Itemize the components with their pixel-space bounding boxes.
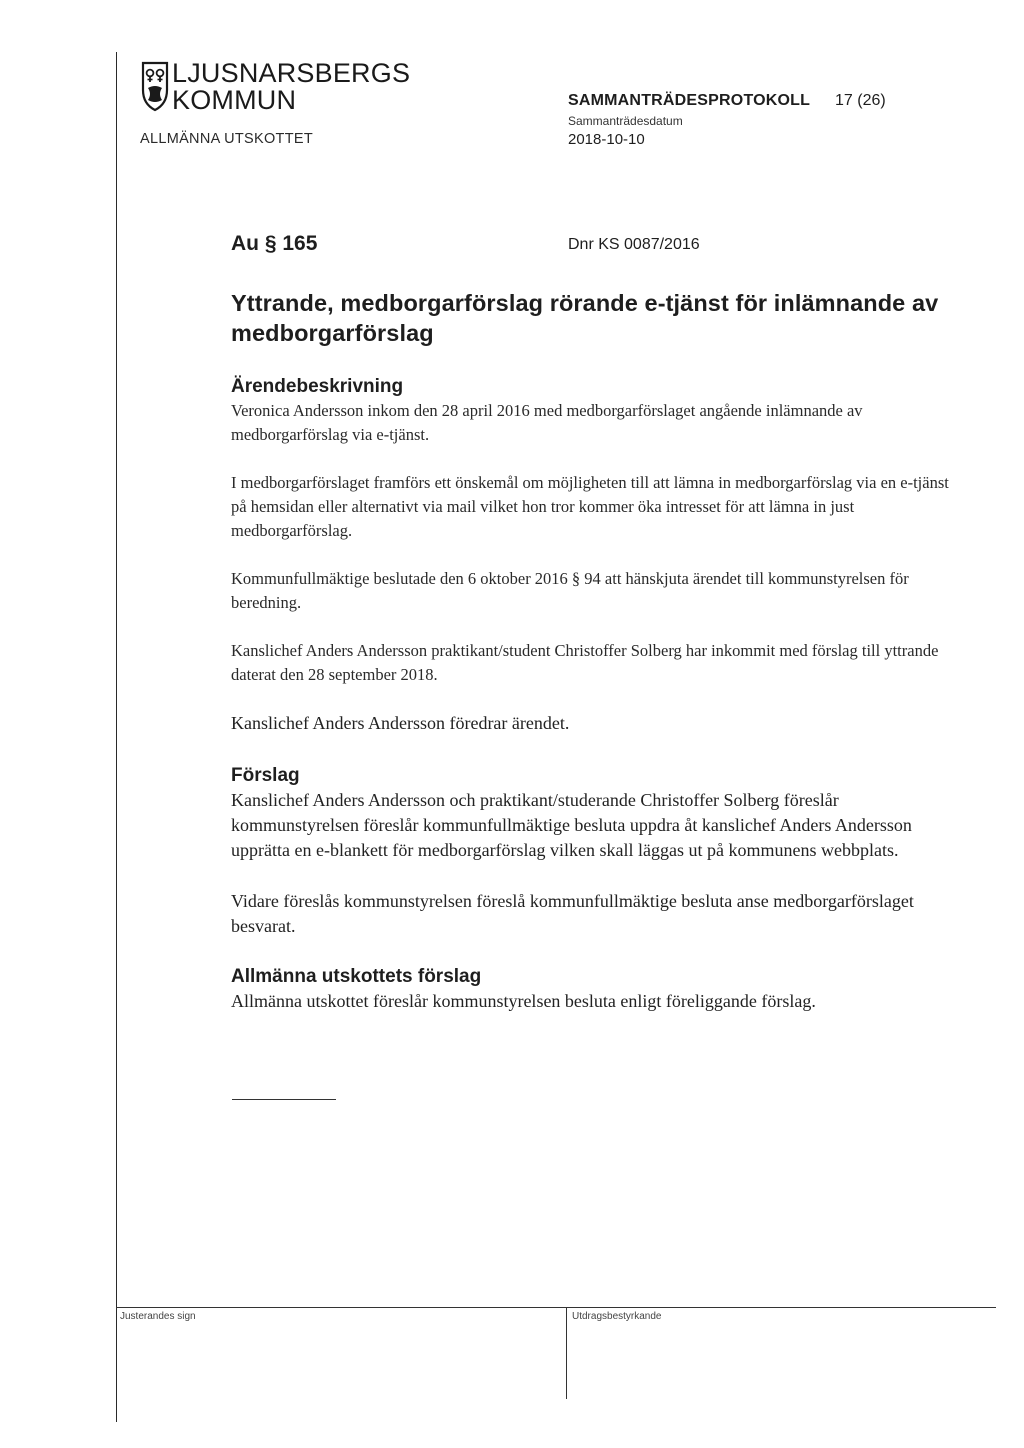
signature-label-adjusters: Justerandes sign <box>120 1311 196 1322</box>
organization-name: LJUSNARSBERGS <box>172 58 411 88</box>
document-type: SAMMANTRÄDESPROTOKOLL <box>568 92 811 109</box>
case-paragraph: Veronica Andersson inkom den 28 april 2016 med medborgarförslaget angående inlämnande av medborgarförslag via e-tjänst. <box>231 401 863 444</box>
signature-divider <box>566 1307 567 1399</box>
case-paragraph: Kommunfullmäktige beslutade den 6 oktober 2016 § 94 att hänskjuta ärendet till kommunstyrelsen för beredning. <box>231 569 909 612</box>
case-paragraph: I medborgarförslaget framförs ett önskemål om möjligheten till att lämna in medborgarförslag via en e-tjänst på hemsidan eller alternativt via mail vilket hon tror kommer öka intresset för att lämna in just medborgarförslag. <box>231 473 949 540</box>
section-end-divider <box>232 1099 336 1100</box>
signature-line <box>116 1307 996 1308</box>
proposal-paragraph: Kanslichef Anders Andersson och praktikant/studerande Christoffer Solberg föreslår kommunstyrelsen föreslår kommunfullmäktige besluta uppdra åt kanslichef Anders Andersson upprätta en e-blankett för medborgarförslag vilken skall läggas ut på kommunens webbplats. <box>231 790 912 860</box>
committee-proposal-heading: Allmänna utskottets förslag <box>231 966 482 987</box>
protocol-body <box>231 375 966 1014</box>
page-number: 17 (26) <box>835 92 886 109</box>
signature-label-extract: Utdragsbestyrkande <box>572 1311 662 1322</box>
committee-proposal-paragraph: Allmänna utskottet föreslår kommunstyrelsen besluta enligt föreliggande förslag. <box>231 991 816 1011</box>
registration-number: Dnr KS 0087/2016 <box>568 236 700 253</box>
case-paragraph: Kanslichef Anders Andersson föredrar ärendet. <box>231 713 570 733</box>
municipality-crest-icon <box>140 60 170 112</box>
proposal-paragraph: Vidare föreslås kommunstyrelsen föreslå kommunfullmäktige besluta anse medborgarförslaget besvarat. <box>231 891 914 936</box>
page-title: Yttrande, medborgarförslag rörande e-tjänst för inlämnande av medborgarförslag <box>231 290 939 346</box>
case-description-heading: Ärendebeskrivning <box>231 376 404 397</box>
meeting-date-label: Sammanträdesdatum <box>568 114 683 128</box>
proposal-heading: Förslag <box>231 765 300 786</box>
organization-name-suffix: KOMMUN <box>172 85 297 115</box>
left-margin-line <box>116 52 117 1422</box>
meeting-date: 2018-10-10 <box>568 131 645 148</box>
paragraph-number: Au § 165 <box>231 232 318 255</box>
committee-name: ALLMÄNNA UTSKOTTET <box>140 131 313 147</box>
case-paragraph: Kanslichef Anders Andersson praktikant/student Christoffer Solberg har inkommit med förslag till yttrande daterat den 28 september 2018. <box>231 641 939 684</box>
